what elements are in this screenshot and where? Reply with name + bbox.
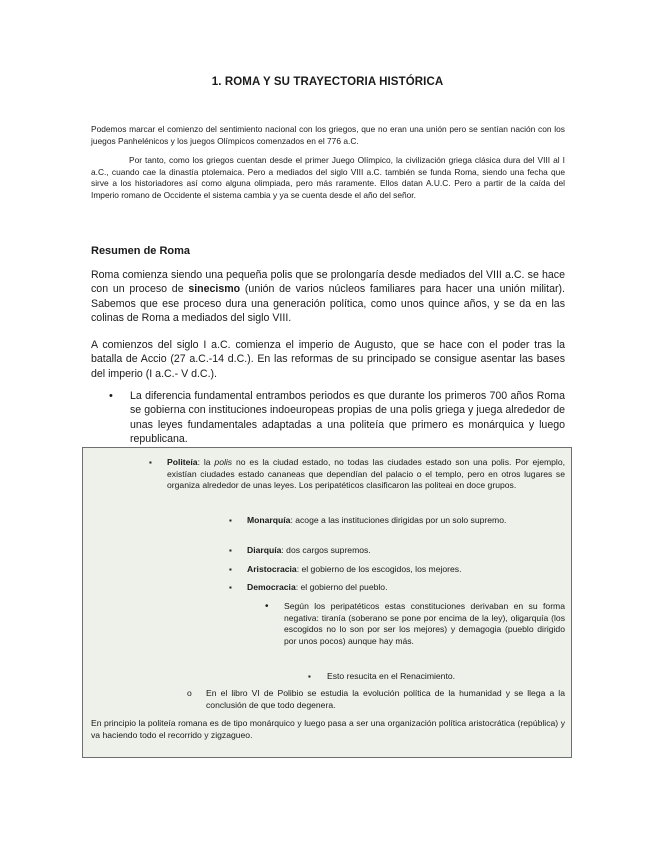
politeia-text-a: : la — [197, 457, 215, 467]
resumen-p1-text-a: Roma comienza siendo una pequeña polis que se prolongaría desde mediados del VIII a.C. se hace con un proceso de — [91, 269, 565, 296]
renacimiento-text: Esto resucita en el Renacimiento. — [327, 671, 456, 681]
resumen-paragraph-1 — [91, 268, 565, 326]
peripateticos-text: Según los peripatéticos estas constituciones derivaban en su forma negativa: tiranía (soberano se pone por encima de la ley), oligarquía (los escogidos no lo son por ser los mejores) y demagogia (pueblo dirigido por unos pocos) aunque hay más. — [284, 601, 565, 647]
round-bullet-marker: • — [265, 601, 269, 612]
diarquia-term: Diarquía — [247, 545, 282, 555]
bullet-marker: • — [109, 390, 113, 402]
section-title: 1. ROMA Y SU TRAYECTORIA HISTÓRICA — [211, 76, 444, 88]
polis-term: polis — [214, 457, 233, 467]
democracia-text: : el gobierno del pueblo. — [295, 582, 388, 592]
politeia-text-b: no es la ciudad estado, no todas las ciudades estado son una polis. Por ejemplo, existían ciudades estado cananeas que dependían del palacio o el templo, pero en otros lugares se organiza alrededor de unas leyes. Los peripatéticos clasificaron las politeai en doce grupos. — [167, 457, 565, 491]
square-bullet-marker: ▪ — [229, 516, 232, 525]
intro-paragraph-1: Podemos marcar el comienzo del sentimiento nacional con los griegos, que no eran una unión pero se sentían nación con los juegos Panhelénicos y los juegos Olímpicos comenzados en el 776 a.C. — [91, 124, 565, 146]
resumen-paragraph-2: A comienzos del siglo I a.C. comienza el imperio de Augusto, que se hace con el poder tras la batalla de Accio (27 a.C.-14 d.C.). En las reformas de su principado se consigue asentar las bases del imperio (I a.C.- V d.C.). — [91, 339, 565, 380]
monarquia-text: : acoge a las instituciones dirigidas por un solo supremo. — [290, 515, 507, 525]
circle-bullet-marker: o — [187, 688, 192, 698]
square-bullet-marker: ▪ — [229, 546, 232, 555]
square-bullet-marker: ▪ — [308, 672, 311, 681]
square-bullet-marker: ▪ — [229, 583, 232, 592]
politeia-box — [82, 447, 572, 758]
aristocracia-text: : el gobierno de los escogidos, los mejores. — [296, 564, 462, 574]
diarquia-text: : dos cargos supremos. — [281, 545, 371, 555]
square-bullet-marker: ▪ — [229, 565, 232, 574]
sinecismo-term: sinecismo — [188, 283, 241, 296]
democracia-term: Democracia — [247, 582, 296, 592]
aristocracia-term: Aristocracia — [247, 564, 297, 574]
diferencia-text: La diferencia fundamental entrambos periodos es que durante los primeros 700 años Roma se gobierna con instituciones indoeuropeas propias de una polis griega y juega alrededor de unas leyes fundamentales adaptadas a una politeía que primero es monárquica y luego republicana. — [130, 390, 565, 446]
square-bullet-marker: ▪ — [149, 458, 152, 467]
resumen-p1-text-b: (unión de varios núcleos familiares para hacer una unión militar). Sabemos que ese proceso dura una generación política, como unos quince años, y se da en las colinas de Roma a mediados del siglo VIII. — [91, 283, 565, 325]
resumen-heading: Resumen de Roma — [91, 245, 191, 257]
polibio-text: En el libro VI de Polibio se estudia la evolución política de la humanidad y se llega a la conclusión de que todo degenera. — [206, 688, 565, 710]
intro-paragraph-2: Por tanto, como los griegos cuentan desde el primer Juego Olímpico, la civilización griega clásica dura del VIII al I a.C., cuando cae la dinastía ptolemaica. Pero a mediados del siglo VIII a.C. también se funda Roma, siendo una fecha que sirve a los historiadores así como alguna olimpiada, pero más raramente. Ellos datan A.U.C. Pero a partir de la caída del Imperio romano de Occidente el sistema cambia y ya se cuenta desde el año del señor. — [91, 155, 565, 200]
politeia-term: Politeía — [167, 457, 198, 467]
monarquia-term: Monarquía — [247, 515, 291, 525]
closing-text: En principio la politeía romana es de tipo monárquico y luego pasa a ser una organización política aristocrática (república) y va haciendo todo el recorrido y zigzagueo. — [91, 718, 565, 740]
